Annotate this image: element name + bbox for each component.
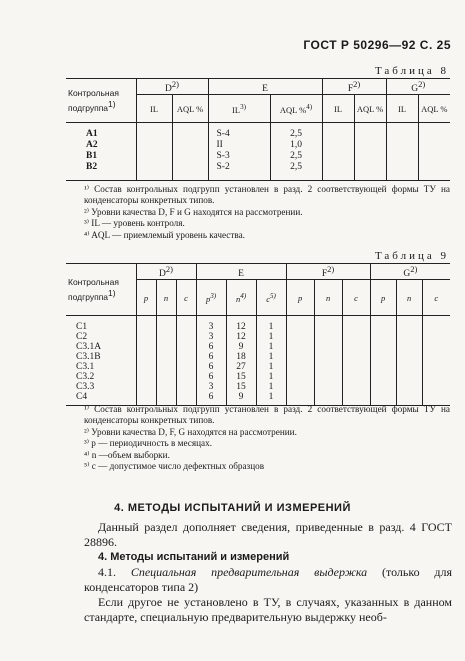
- cell-c: 1: [256, 362, 286, 372]
- table8-group-header: Контрольная подгруппа$^{1)}$: [66, 79, 136, 123]
- table-row: [66, 382, 450, 392]
- table8-col-g: $G^{2)}$: [386, 79, 450, 95]
- item-note: (только для конденсаторов типа 2): [84, 565, 453, 594]
- item-title: Специальная предварительная выдержка: [130, 565, 368, 579]
- cell-aql: 1,0: [270, 140, 322, 151]
- table9-subheader: $p^{3)}$: [196, 280, 226, 316]
- table9-group-header: Контрольная подгруппа$^{1)}$: [66, 264, 136, 316]
- table-row: [66, 129, 450, 140]
- footnote: ²⁾ Уровни качества D, F, G находятся на рассмотрении.: [84, 426, 297, 437]
- cell-p: 6: [196, 362, 226, 372]
- table8-col-d: $D^{2)}$: [136, 79, 208, 95]
- table8-subheader: IL$^{3)}$: [208, 95, 270, 123]
- cell-il: S-2: [208, 162, 270, 173]
- table8-caption: Таблица 8: [374, 65, 449, 77]
- table9-subheader: c: [342, 280, 370, 316]
- footnote: ⁵⁾ c — допустимое число дефектных образцов: [84, 461, 265, 472]
- table-row: [66, 362, 450, 372]
- row-group-label: A2: [66, 140, 136, 151]
- table9-col-d: $D^{2)}$: [136, 264, 196, 280]
- table9: [66, 263, 450, 406]
- cell-p: 6: [196, 342, 226, 352]
- cell-p: 6: [196, 392, 226, 402]
- table9-subheader: p: [370, 280, 396, 316]
- table8-col-e: E: [208, 79, 322, 95]
- page-header: ГОСТ Р 50296—92 С. 25: [303, 38, 451, 52]
- table9-col-e: E: [196, 264, 286, 280]
- cell-c: 1: [256, 372, 286, 382]
- table-row: [66, 372, 450, 382]
- cell-p: 3: [196, 382, 226, 392]
- item-4-1: [84, 565, 452, 595]
- footnote: ¹⁾ Состав контрольных подгрупп установлен в разд. 2 соответствующей формы ТУ на конденсаторы конкретных типов.: [84, 404, 450, 426]
- table8-col-f: $F^{2)}$: [322, 79, 386, 95]
- footnote: ³⁾ p — периодичность в месяцах.: [84, 438, 212, 449]
- item-number: 4.1.: [98, 565, 116, 579]
- table9-subheader: p: [286, 280, 314, 316]
- cell-c: 1: [256, 392, 286, 402]
- table8-subheader: IL: [322, 95, 354, 123]
- cell-il: II: [208, 140, 270, 151]
- table9-subheader: n: [156, 280, 176, 316]
- row-group-label: B2: [66, 162, 136, 173]
- footnote: ²⁾ Уровни качества D, F и G находятся на рассмотрении.: [84, 206, 303, 217]
- cell-aql: 2,5: [270, 151, 322, 162]
- row-group-label: C3.1A: [66, 342, 136, 352]
- cell-p: 3: [196, 332, 226, 342]
- row-group-label: C3.1: [66, 362, 136, 372]
- footnote: ⁴⁾ AQL — приемлемый уровень качества.: [84, 229, 245, 240]
- table8-subheader: AQL %$^{4)}$: [270, 95, 322, 123]
- footnote: ¹⁾ Состав контрольных подгрупп установлен в разд. 2 соответствующей формы ТУ на конденсаторы конкретных типов.: [84, 184, 450, 206]
- footnote: ³⁾ IL — уровень контроля.: [84, 218, 185, 229]
- section-intro: Данный раздел дополняет сведения, приведенные в разд. 4 ГОСТ 28896.: [84, 520, 452, 549]
- table8-subheader: AQL %: [418, 95, 450, 123]
- table-row: [66, 352, 450, 362]
- table9-subheader: $n^{4)}$: [226, 280, 256, 316]
- table9-subheader: n: [396, 280, 422, 316]
- cell-aql: 2,5: [270, 129, 322, 140]
- table9-subheader: c: [176, 280, 196, 316]
- cell-n: 9: [226, 392, 256, 402]
- table8-subheader: IL: [386, 95, 418, 123]
- table9-col-f: $F^{2)}$: [286, 264, 370, 280]
- table8: [66, 78, 450, 181]
- table-row: [66, 342, 450, 352]
- table-row: [66, 332, 450, 342]
- cell-n: 18: [226, 352, 256, 362]
- row-group-label: C4: [66, 392, 136, 402]
- cell-n: 15: [226, 382, 256, 392]
- cell-n: 12: [226, 332, 256, 342]
- row-group-label: B1: [66, 151, 136, 162]
- table-row: [66, 392, 450, 402]
- cell-n: 15: [226, 372, 256, 382]
- table8-subheader: IL: [136, 95, 172, 123]
- cell-aql: 2,5: [270, 162, 322, 173]
- row-group-label: A1: [66, 129, 136, 140]
- cell-il: S-4: [208, 129, 270, 140]
- cell-c: 1: [256, 322, 286, 332]
- cell-c: 1: [256, 382, 286, 392]
- section-subtitle: 4. Методы испытаний и измерений: [98, 551, 290, 563]
- table9-notes: [84, 404, 450, 472]
- table8-notes: [84, 184, 450, 241]
- table9-caption: Таблица 9: [374, 250, 449, 262]
- table-row: [66, 322, 450, 332]
- table8-subheader: AQL %: [354, 95, 386, 123]
- cell-p: 3: [196, 322, 226, 332]
- footnote: ⁴⁾ n —объем выборки.: [84, 449, 170, 460]
- table9-subheader: p: [136, 280, 156, 316]
- row-group-label: C3.3: [66, 382, 136, 392]
- row-group-label: C3.1B: [66, 352, 136, 362]
- cell-p: 6: [196, 372, 226, 382]
- cell-c: 1: [256, 352, 286, 362]
- cell-n: 27: [226, 362, 256, 372]
- section-paragraph: Если другое не установлено в ТУ, в случаях, указанных в данном стандарте, специальную предварительную выдержку необ-: [84, 595, 452, 624]
- row-group-label: C1: [66, 322, 136, 332]
- table9-subheader: n: [314, 280, 342, 316]
- table-row: [66, 162, 450, 173]
- table9-subheader: c: [422, 280, 450, 316]
- row-group-label: C3.2: [66, 372, 136, 382]
- cell-c: 1: [256, 332, 286, 342]
- table9-subheader: $c^{5)}$: [256, 280, 286, 316]
- table8-subheader: AQL %: [172, 95, 208, 123]
- row-group-label: C2: [66, 332, 136, 342]
- cell-p: 6: [196, 352, 226, 362]
- table-row: [66, 140, 450, 151]
- cell-il: S-3: [208, 151, 270, 162]
- cell-c: 1: [256, 342, 286, 352]
- cell-n: 9: [226, 342, 256, 352]
- section-title: 4. МЕТОДЫ ИСПЫТАНИЙ И ИЗМЕРЕНИЙ: [114, 502, 351, 514]
- cell-n: 12: [226, 322, 256, 332]
- section-body: [84, 520, 452, 625]
- table-row: [66, 151, 450, 162]
- table9-col-g: $G^{2)}$: [370, 264, 450, 280]
